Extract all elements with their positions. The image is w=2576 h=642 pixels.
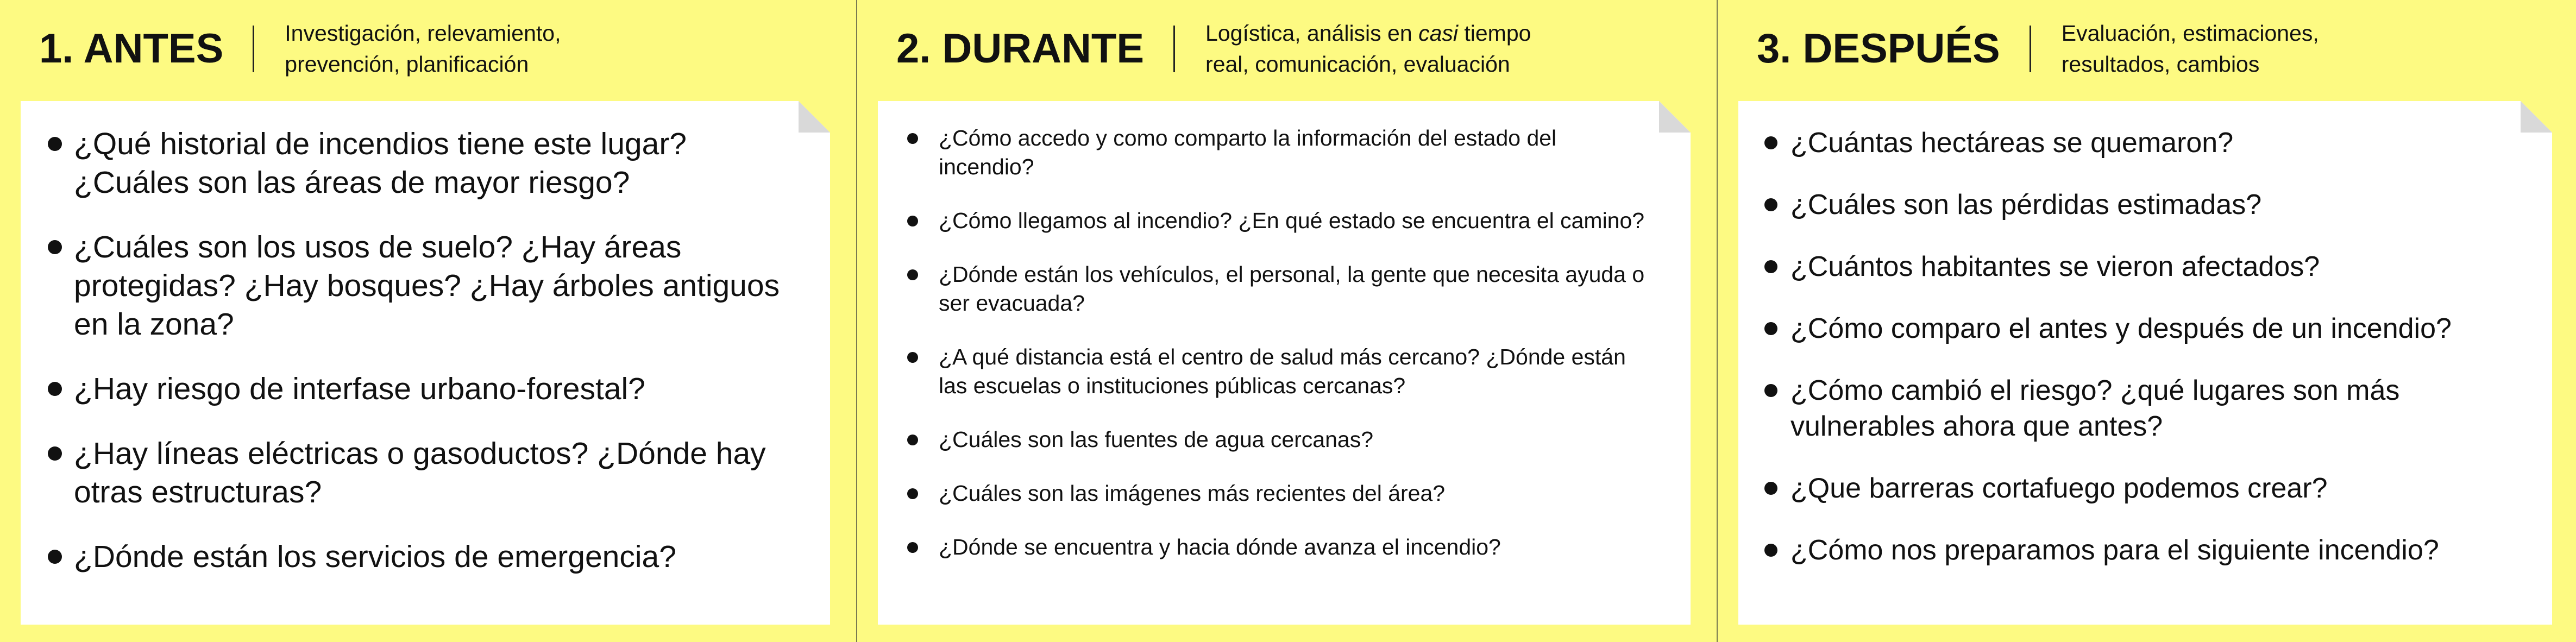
question-list (48, 125, 807, 602)
panel-despues (1718, 0, 2576, 642)
list-item: ¿Dónde están los servicios de emergencia? (48, 538, 807, 576)
header-divider (2030, 26, 2031, 72)
bullet-icon (907, 352, 918, 363)
subtitle-line: Evaluación, estimaciones, (2061, 21, 2319, 46)
bullet-icon (48, 550, 62, 564)
list-item: ¿Dónde están los vehículos, el personal, la gente que necesita ayuda o ser evacuada? (907, 260, 1657, 318)
list-item: ¿Cuántas hectáreas se quemaron? (1764, 125, 2546, 161)
question-list (907, 124, 1657, 587)
bullet-icon (48, 240, 62, 254)
panel-subtitle (1205, 18, 1531, 79)
list-item: ¿Dónde se encuentra y hacia dónde avanza el incendio? (907, 533, 1657, 562)
subtitle-line: Investigación, relevamiento, (285, 21, 561, 46)
panel-header (39, 22, 834, 76)
header-divider (1173, 26, 1175, 72)
subtitle-line: resultados, cambios (2061, 52, 2260, 77)
list-item: ¿Qué historial de incendios tiene este lugar? ¿Cuáles son las áreas de mayor riesgo? (48, 125, 807, 202)
panel-title: 3. DESPUÉS (1757, 26, 2000, 72)
bullet-icon (1764, 384, 1777, 397)
list-item: ¿Cuáles son las fuentes de agua cercanas? (907, 425, 1657, 454)
bullet-icon (48, 446, 62, 461)
list-item: ¿Que barreras cortafuego podemos crear? (1764, 470, 2546, 506)
list-item: ¿Cómo comparo el antes y después de un incendio? (1764, 311, 2546, 347)
list-item: ¿Hay líneas eléctricas o gasoductos? ¿Dónde hay otras estructuras? (48, 435, 807, 512)
bullet-icon (1764, 136, 1777, 149)
panel-header (1757, 22, 2556, 76)
subtitle-line: prevención, planificación (285, 52, 529, 77)
panel-title: 2. DURANTE (896, 26, 1145, 72)
list-item: ¿A qué distancia está el centro de salud más cercano? ¿Dónde están las escuelas o instituciones públicas cercanas? (907, 343, 1657, 400)
bullet-icon (48, 137, 62, 151)
subtitle-line: Logística, análisis en casi tiempo (1205, 21, 1531, 46)
list-item: ¿Cómo cambió el riesgo? ¿qué lugares son más vulnerables ahora que antes? (1764, 373, 2546, 444)
panel-subtitle (285, 18, 561, 79)
bullet-icon (907, 133, 918, 144)
bullet-icon (907, 269, 918, 280)
bullet-icon (1764, 482, 1777, 495)
panel-durante (857, 0, 1717, 642)
bullet-icon (48, 382, 62, 396)
header-divider (253, 26, 254, 72)
question-list (1764, 125, 2546, 594)
list-item: ¿Cuáles son las pérdidas estimadas? (1764, 187, 2546, 223)
bullet-icon (1764, 544, 1777, 557)
bullet-icon (907, 435, 918, 445)
list-item: ¿Hay riesgo de interfase urbano-forestal? (48, 370, 807, 408)
list-item: ¿Cuáles son las imágenes más recientes del área? (907, 479, 1657, 508)
bullet-icon (1764, 260, 1777, 273)
panel-header (896, 22, 1695, 76)
bullet-icon (907, 216, 918, 226)
bullet-icon (1764, 198, 1777, 211)
list-item: ¿Cómo accedo y como comparto la información del estado del incendio? (907, 124, 1657, 181)
bullet-icon (907, 542, 918, 553)
list-item: ¿Cuántos habitantes se vieron afectados? (1764, 249, 2546, 285)
panel-title: 1. ANTES (39, 26, 224, 72)
page-fold-corner (1659, 101, 1691, 133)
list-item: ¿Cuáles son los usos de suelo? ¿Hay áreas protegidas? ¿Hay bosques? ¿Hay árboles antiguos en la zona? (48, 228, 807, 344)
bullet-icon (1764, 322, 1777, 335)
subtitle-line: real, comunicación, evaluación (1205, 52, 1510, 77)
list-item: ¿Cómo llegamos al incendio? ¿En qué estado se encuentra el camino? (907, 206, 1657, 235)
panel-subtitle (2062, 18, 2319, 79)
bullet-icon (907, 488, 918, 499)
list-item: ¿Cómo nos preparamos para el siguiente incendio? (1764, 532, 2546, 568)
panel-antes (0, 0, 856, 642)
